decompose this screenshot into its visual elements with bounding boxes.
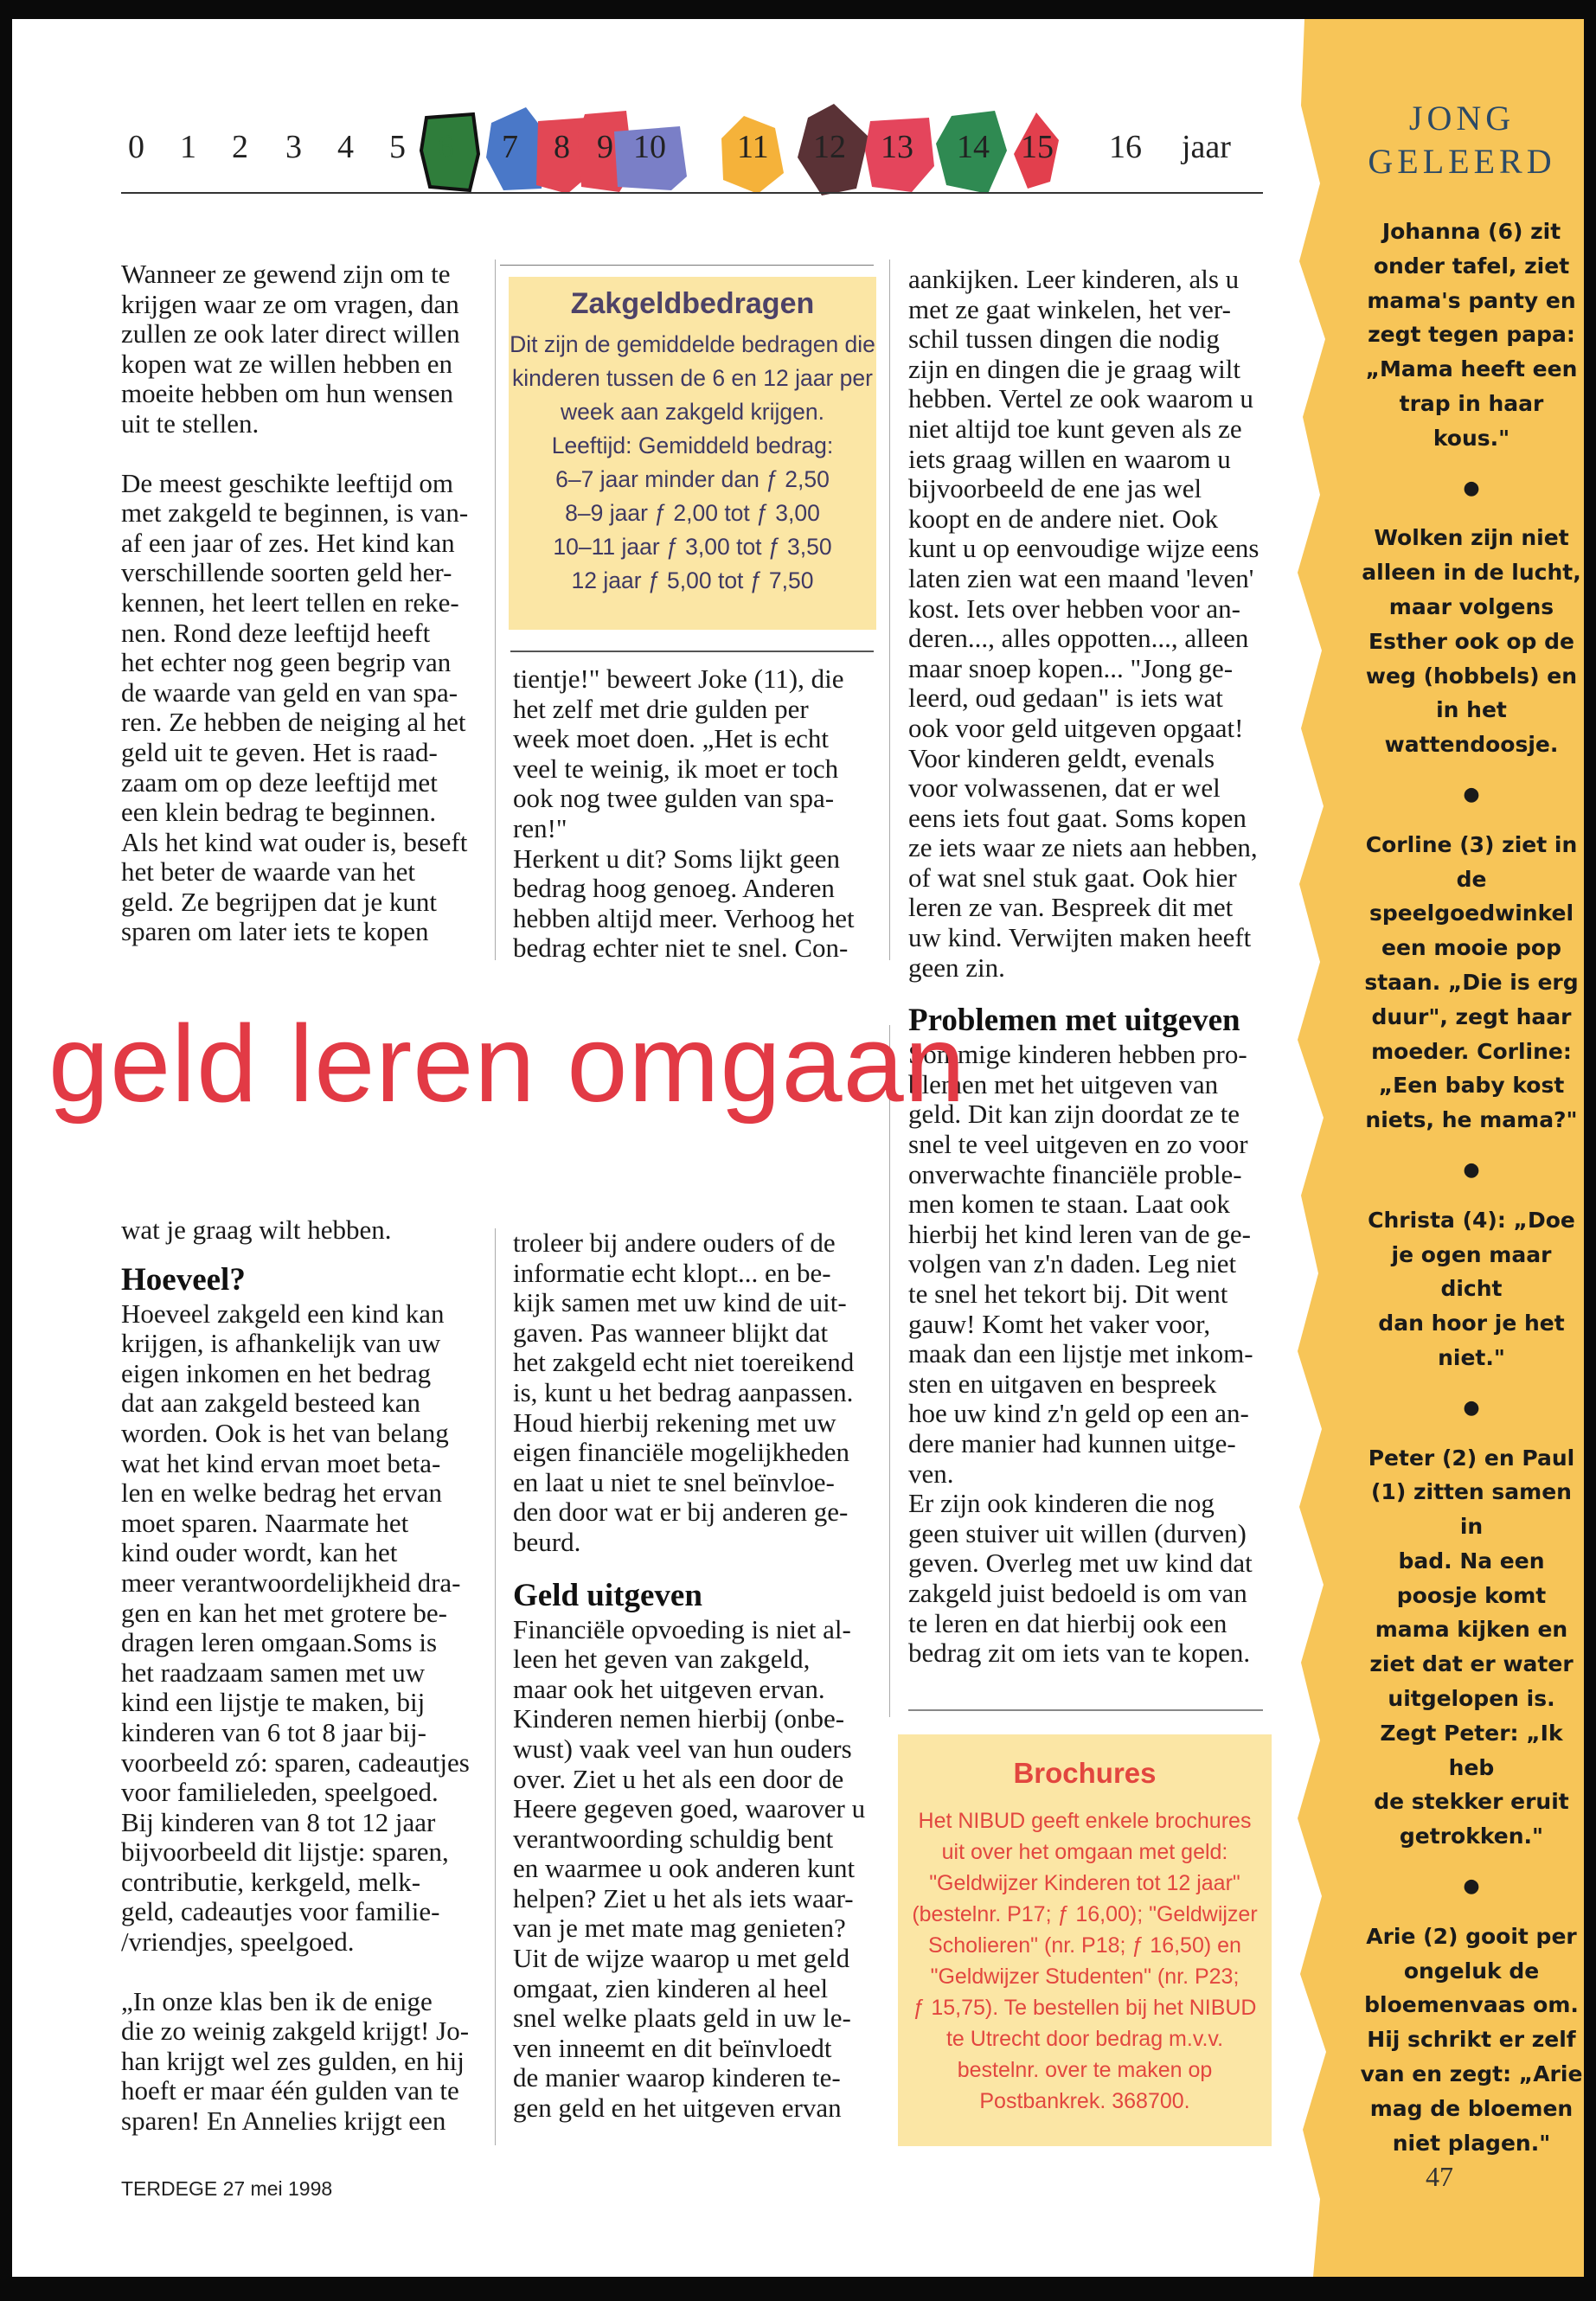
paragraph: „In onze klas ben ik de enige die zo weinig zakgeld krijgt! Jo- han krijgt wel zes gulden, en hij hoeft er maar één gulden van te sparen! En Annelies krijgt een <box>121 1985 470 2137</box>
section-heading-geld-uitgeven: Geld uitgeven <box>513 1577 702 1613</box>
box-text: Het NIBUD geeft enkele brochures uit over het omgaan met geld: "Geldwijzer Kinderen tot 12 jaar" (bestelnr. P17; ƒ 16,00); "Geldwijzer Scholieren" (nr. P18; ƒ 16,50) en "Geldwijzer Studenten" (nr. P23; ƒ 15,75). Te bestellen bij het NIBUD te Utrecht door bedrag m.v.v. bestelnr. over te maken op Postbankrek. 368700. <box>912 1809 1258 2113</box>
section-heading-hoeveel: Hoeveel? <box>121 1261 246 1298</box>
scan-border-top <box>0 0 1596 19</box>
footer-publication: TERDEGE 27 mei 1998 <box>121 2177 333 2200</box>
article-title: geld leren omgaan <box>48 1003 966 1125</box>
age-2: 2 <box>232 129 248 165</box>
paragraph: Wanneer ze gewend zijn om te krijgen waar ze om vragen, dan zullen ze ook later direct willen kopen wat ze willen hebben en moeite hebben om hun wensen uit te stellen. <box>121 259 460 439</box>
column-divider <box>495 1228 496 2145</box>
age-3: 3 <box>285 129 302 165</box>
bullet-icon: ● <box>1463 1396 1480 1419</box>
paragraph: wat je graag wilt hebben. <box>121 1215 392 1245</box>
quote: Corline (3) ziet in de speelgoedwinkel een mooie pop staan. „Die is erg duur", zegt haar moeder. Corline: „Een baby kost niets, he mama?" <box>1364 831 1579 1133</box>
age-10: 10 <box>633 129 666 165</box>
column-divider <box>889 260 890 960</box>
paragraph: troleer bij andere ouders of de informatie echt klopt... en be- kijk samen met uw kind de uit- gaven. Pas wanneer blijkt dat het zakgeld echt niet toereikend is, kunt u het bedrag aanpassen. Houd hierbij rekening met uw eigen financiële mogelijkheden en laat u niet te snel beïnvloe- den door wat er bij anderen ge- beurd. <box>513 1227 855 1557</box>
sidebar-quotes <box>1358 215 1585 2160</box>
age-8: 8 <box>554 129 570 165</box>
column-3 <box>908 265 1276 1669</box>
box-bottom-rule <box>510 651 874 652</box>
paragraph: aankijken. Leer kinderen, als u met ze gaat winkelen, het ver- schil tussen dingen die nodig zijn en dingen die je graag wilt hebben. Vertel ze ook waarom u niet altijd toe kunt geven als ze iets graag willen en waarom u bijvoorbeeld de ene jas wel koopt en de andere niet. Ook kunt u op eenvoudige wijze eens laten zien wat een maand 'leven' kost. Iets over hebben voor an- deren..., alles oppotten..., alleen maar snoep kopen... "Jong ge- leerd, oud gedaan" is iets wat ook voor geld uitgeven opgaat! Voor kinderen geldt, evenals voor volwassenen, dat er wel eens iets fout gaat. Soms kopen ze iets waar ze niets aan hebben, of wat snel stuk gaat. Ook hier leren ze van. Bespreek dit met uw kind. Verwijten maken heeft geen zin. <box>908 264 1259 983</box>
bullet-icon: ● <box>1463 783 1480 805</box>
brochures-box <box>898 1734 1272 2146</box>
column-2-top <box>513 664 876 964</box>
age-14: 14 <box>957 129 990 165</box>
age-11: 11 <box>737 129 769 165</box>
column-2-bottom <box>513 1228 876 2124</box>
box-title: Brochures <box>1013 1757 1157 1789</box>
bullet-icon: ● <box>1463 477 1480 499</box>
box-top-rule <box>500 265 874 266</box>
paragraph: Hoeveel zakgeld een kind kan krijgen, is afhankelijk van uw eigen inkomen en het bedrag dat aan zakgeld besteed kan worden. Ook is het van belang wat het kind ervan moet beta- len en welke bedrag het ervan moet sparen. Naarmate het kind ouder wordt, kan het meer verantwoordelijkheid dra- gen en kan het met grotere be- dragen leren omgaan.Soms is het raadzaam samen met uw kind een lijstje te maken, bij kinderen van 6 tot 8 jaar bij- voorbeeld zó: sparen, cadeautjes voor familieleden, speelgoed. Bij kinderen van 8 tot 12 jaar bijvoorbeeld dit lijstje: sparen, contributie, kerkgeld, melk- geld, cadeautjes voor familie- /vriendjes, speelgoed. <box>121 1298 470 1958</box>
age-unit: jaar <box>1182 129 1231 165</box>
age-13: 13 <box>881 129 913 165</box>
age-5: 5 <box>389 129 406 165</box>
bullet-icon: ● <box>1463 1875 1480 1898</box>
scan-border-right <box>1584 0 1596 2301</box>
age-12: 12 <box>813 129 846 165</box>
bullet-icon: ● <box>1463 1158 1480 1181</box>
paragraph: De meest geschikte leeftijd om met zakgeld te beginnen, is van- af een jaar of zes. Het kind kan verschillende soorten geld her- kennen, het leert tellen en reke- nen. Rond deze leeftijd heeft het echter nog geen begrip van de waarde van geld en van spa- ren. Ze hebben de neiging al het geld uit te geven. Het is raad- zaam om op deze leeftijd met een klein bedrag te beginnen. Als het kind wat ouder is, beseft het beter de waarde van het geld. Ze begrijpen dat je kunt sparen om later iets te kopen <box>121 467 469 947</box>
age-7: 7 <box>502 129 518 165</box>
column-divider <box>889 1025 890 1717</box>
age-0: 0 <box>128 129 144 165</box>
scan-border-left <box>0 0 12 2301</box>
column-1-bottom <box>121 1215 476 2137</box>
quote: Johanna (6) zit onder tafel, ziet mama's panty en zegt tegen papa: „Mama heeft een trap in haar kous." <box>1365 219 1578 451</box>
quote: Arie (2) gooit per ongeluk de bloemenvaas om. Hij schrikt er zelf van en zegt: „Arie mag de bloemen niet plagen." <box>1360 1923 1583 2156</box>
age-16: 16 <box>1109 129 1142 165</box>
paragraph: Sommige kinderen hebben pro- blemen met het uitgeven van geld. Dit kan zijn doordat ze te snel te veel uitgeven en zo voor onverwachte financiële proble- men komen te staan. Laat ook hierbij het kind leren van de ge- volgen van z'n daden. Leg niet te snel het tekort bij. Dit went gauw! Komt het vaker voor, maak dan een lijstje met inkom- sten en uitgaven en bespreek hoe uw kind z'n geld op een an- dere manier had kunnen uitge- ven. Er zijn ook kinderen die nog geen stuiver uit willen (durven) geven. Overleg met uw kind dat zakgeld juist bedoeld is om van te leren en dat hierbij ook een bedrag zit om iets van te kopen. <box>908 1039 1253 1669</box>
zakgeldbedragen-box <box>509 277 876 630</box>
age-9: 9 <box>597 129 613 165</box>
age-1: 1 <box>180 129 196 165</box>
page-number: 47 <box>1426 2161 1453 2192</box>
quote: Wolken zijn niet alleen in de lucht, maar volgens Esther ook op de weg (hobbels) en in het wattendoosje. <box>1362 525 1581 758</box>
box-title: Zakgeldbedragen <box>570 287 815 320</box>
paragraph: tientje!" beweert Joke (11), die het zelf met drie gulden per week moet doen. „Het is echt veel te weinig, ik moet er toch ook nog twee gulden van spa- ren!" Herkent u dit? Soms lijkt geen bedrag hoog genoeg. Anderen hebben altijd meer. Verhoog het bedrag echter niet te snel. Con- <box>513 663 855 964</box>
age-15: 15 <box>1021 129 1054 165</box>
paragraph: Financiële opvoeding is niet al- leen het geven van zakgeld, maar ook het uitgeven ervan. Kinderen nemen hierbij (onbe- wust) vaak veel van hun ouders over. Ziet u het als een door de Heere gegeven goed, waarover u verantwoording schuldig bent en waarmee u ook anderen kunt helpen? Ziet u het als iets waar- van je met mate mag genieten? Uit de wijze waarop u met geld omgaat, zien kinderen al heel snel welke plaats geld in uw le- ven inneemt en dit beïnvloedt de manier waarop kinderen te- gen geld en het uitgeven ervan <box>513 1613 866 2124</box>
age-6: 6 <box>438 129 454 165</box>
box-top-rule <box>908 1709 1263 1711</box>
scan-border-bottom <box>0 2277 1596 2301</box>
column-1-top <box>121 260 476 947</box>
box-text: Dit zijn de gemiddelde bedragen die kinderen tussen de 6 en 12 jaar per week aan zakgeld krijgen. Leeftijd: Gemiddeld bedrag: 6–7 jaar minder dan ƒ 2,50 8–9 jaar ƒ 2,00 tot ƒ 3,00 10–11 jaar ƒ 3,00 tot ƒ 3,50 12 jaar ƒ 5,00 tot ƒ 7,50 <box>510 331 875 593</box>
age-4: 4 <box>337 129 354 165</box>
quote: Christa (4): „Doe je ogen maar dicht dan hoor je het niet." <box>1368 1207 1575 1370</box>
column-divider <box>495 260 496 960</box>
sidebar-title: JONG GELEERD <box>1368 99 1556 181</box>
quote: Peter (2) en Paul (1) zitten samen in bad. Na een poosje komt mama kijken en ziet dat er water uitgelopen is. Zegt Peter: „Ik heb de stekker eruit getrokken." <box>1368 1445 1575 1849</box>
header-rule <box>121 192 1263 194</box>
section-heading-problemen: Problemen met uitgeven <box>908 1003 1240 1039</box>
